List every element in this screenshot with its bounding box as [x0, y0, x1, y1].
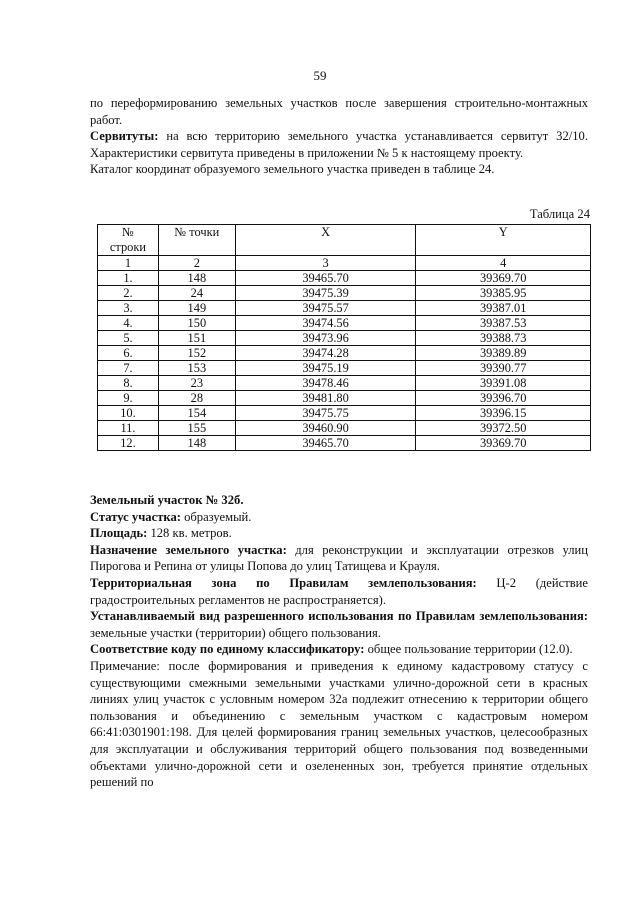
table-cell-y: 39372.50	[416, 421, 591, 436]
table-cell-point: 152	[158, 346, 235, 361]
table-cell-point: 149	[158, 301, 235, 316]
area-paragraph	[90, 525, 588, 542]
area-label: Площадь:	[90, 526, 148, 541]
table-cell-point: 151	[158, 331, 235, 346]
header-row-number: № строки	[98, 225, 159, 256]
status-value: образуемый.	[180, 509, 252, 524]
zone-value: Ц-2 (действие градостроительных регламентов не распространяется).	[90, 575, 588, 607]
catalog-paragraph: Каталог координат образуемого земельного участка приведен в таблице 24.	[90, 162, 495, 177]
table-cell-n: 7.	[98, 361, 159, 376]
table-row	[98, 361, 591, 376]
intro-section	[90, 95, 588, 178]
table-cell-x: 39475.57	[235, 301, 416, 316]
table-cell-y: 39387.01	[416, 301, 591, 316]
table-cell-x: 39474.56	[235, 316, 416, 331]
table-row	[98, 436, 591, 451]
table-cell-n: 3.	[98, 301, 159, 316]
table-cell-x: 39473.96	[235, 331, 416, 346]
table-cell-point: 153	[158, 361, 235, 376]
table-cell-point: 24	[158, 286, 235, 301]
header-x: X	[235, 225, 416, 256]
purpose-paragraph	[90, 542, 588, 575]
header-point-number: № точки	[158, 225, 235, 256]
intro-continuation: по переформированию земельных участков после завершения строительно-монтажных работ.	[90, 96, 588, 127]
table-cell-n: 9.	[98, 391, 159, 406]
table-cell-point: 23	[158, 376, 235, 391]
table-cell-point: 150	[158, 316, 235, 331]
table-cell-y: 39369.70	[416, 436, 591, 451]
table-row	[98, 406, 591, 421]
table-cell-x: 39475.39	[235, 286, 416, 301]
table-cell-y: 39388.73	[416, 331, 591, 346]
table-cell-point: 148	[158, 436, 235, 451]
table-cell-x: 39465.70	[235, 436, 416, 451]
table-cell-point: 155	[158, 421, 235, 436]
table-row	[98, 421, 591, 436]
purpose-value: для реконструкции и эксплуатации отрезков улиц Пирогова и Репина от улицы Попова до улиц Татищева и Крауля.	[90, 542, 588, 574]
table-cell-n: 6.	[98, 346, 159, 361]
table-row	[98, 286, 591, 301]
table-cell-point: 154	[158, 406, 235, 421]
header-y: Y	[416, 225, 591, 256]
table-cell-point: 148	[158, 271, 235, 286]
table-row	[98, 301, 591, 316]
plot-heading: Земельный участок № 32б.	[90, 493, 244, 507]
coordinates-table	[97, 224, 591, 451]
table-cell-n: 1.	[98, 271, 159, 286]
table-row	[98, 271, 591, 286]
table-row	[98, 376, 591, 391]
table-cell-y: 39369.70	[416, 271, 591, 286]
table-cell-y: 39391.08	[416, 376, 591, 391]
table-caption: Таблица 24	[529, 207, 590, 221]
table-row	[98, 391, 591, 406]
code-value: общее пользование территории (12.0).	[364, 642, 573, 657]
table-header-row	[98, 225, 591, 256]
zone-paragraph	[90, 575, 588, 608]
column-number: 1	[98, 256, 159, 271]
table-cell-n: 10.	[98, 406, 159, 421]
servitudes-label: Сервитуты:	[90, 129, 159, 144]
table-cell-y: 39390.77	[416, 361, 591, 376]
table-cell-y: 39396.15	[416, 406, 591, 421]
table-cell-y: 39387.53	[416, 316, 591, 331]
table-cell-n: 12.	[98, 436, 159, 451]
table-cell-n: 4.	[98, 316, 159, 331]
table-cell-point: 28	[158, 391, 235, 406]
servitudes-text: на всю территорию земельного участка устанавливается сервитут 32/10. Характеристики сервитута приведены в приложении № 5 к настоящему проекту.	[90, 129, 588, 160]
code-paragraph	[90, 641, 588, 658]
table-cell-x: 39478.46	[235, 376, 416, 391]
table-column-numbers-row	[98, 256, 591, 271]
note-paragraph: Примечание: после формирования и приведения к единому кадастровому статусу с существующими смежными земельными участками улично-дорожной сети в красных линиях улиц участок с условным номером 32а подлежит отнесению к территории общего пользования и объединению с земельным участком с кадастровым номером 66:41:0301901:198. Для целей формирования границ земельных участков, целесообразных для эксплуатации и обслуживания территорий общего пользования под возведенными объектами улично-дорожной сети и озелененных зон, требуется принятие отдельных решений по	[90, 658, 588, 790]
table-cell-x: 39481.80	[235, 391, 416, 406]
table-cell-x: 39460.90	[235, 421, 416, 436]
zone-label: Территориальная зона по Правилам землепользования:	[90, 575, 477, 590]
table-cell-x: 39475.75	[235, 406, 416, 421]
code-label: Соответствие коду по единому классификатору:	[90, 642, 365, 657]
page-number: 59	[313, 68, 327, 83]
use-label: Устанавливаемый вид разрешенного использования по Правилам землепользования:	[90, 609, 588, 624]
column-number: 4	[416, 256, 591, 271]
table-cell-x: 39475.19	[235, 361, 416, 376]
column-number: 3	[235, 256, 416, 271]
table-row	[98, 346, 591, 361]
table-cell-y: 39396.70	[416, 391, 591, 406]
area-value: 128 кв. метров.	[147, 526, 232, 541]
use-paragraph	[90, 608, 588, 641]
table-cell-n: 2.	[98, 286, 159, 301]
table-cell-y: 39389.89	[416, 346, 591, 361]
column-number: 2	[158, 256, 235, 271]
table-cell-n: 11.	[98, 421, 159, 436]
purpose-label: Назначение земельного участка:	[90, 542, 287, 557]
table-cell-x: 39474.28	[235, 346, 416, 361]
servitudes-paragraph	[90, 128, 588, 161]
table-row	[98, 316, 591, 331]
status-label: Статус участка:	[90, 509, 181, 524]
plot-section	[90, 492, 588, 791]
table-cell-n: 8.	[98, 376, 159, 391]
table-cell-x: 39465.70	[235, 271, 416, 286]
table-cell-y: 39385.95	[416, 286, 591, 301]
status-paragraph	[90, 509, 588, 526]
table-cell-n: 5.	[98, 331, 159, 346]
use-value: земельные участки (территории) общего пользования.	[90, 625, 381, 640]
table-row	[98, 331, 591, 346]
